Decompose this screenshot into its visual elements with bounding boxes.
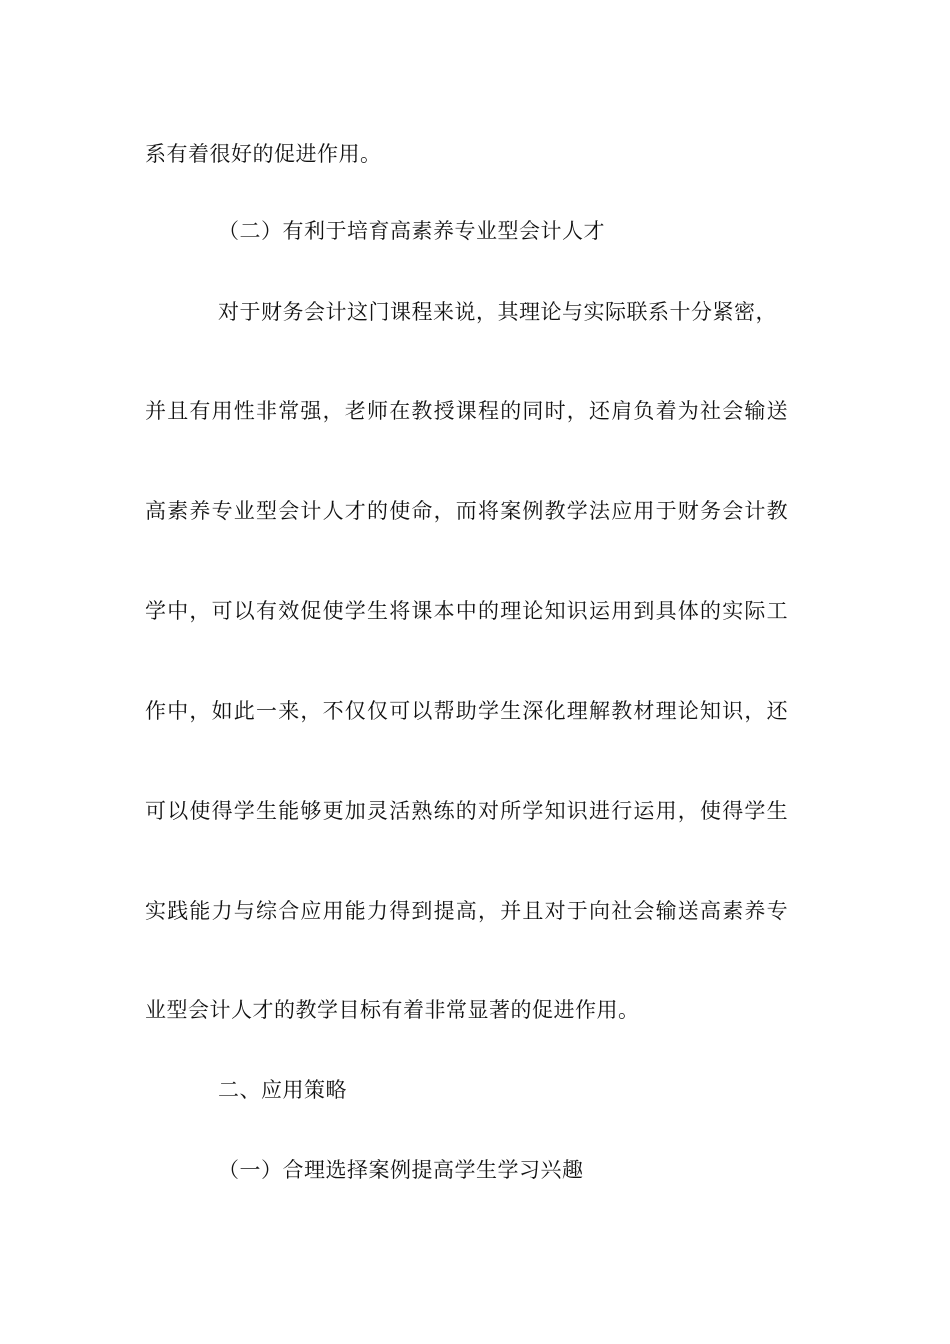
paragraph-line-1: 对于财务会计这门课程来说，其理论与实际联系十分紧密， <box>218 300 777 324</box>
paragraph-line-5: 作中，如此一来，不仅仅可以帮助学生深化理解教材理论知识，还 <box>145 699 789 723</box>
section-heading-2: 二、应用策略 <box>218 1078 347 1102</box>
paragraph-line-4: 学中，可以有效促使学生将课本中的理论知识运用到具体的实际工 <box>145 599 789 623</box>
subheading-2: （二）有利于培育高素养专业型会计人才 <box>218 219 605 243</box>
subheading-1: （一）合理选择案例提高学生学习兴趣 <box>218 1158 584 1182</box>
paragraph-line-8: 业型会计人才的教学目标有着非常显著的促进作用。 <box>145 998 640 1022</box>
paragraph-line-2: 并且有用性非常强，老师在教授课程的同时，还肩负着为社会输送 <box>145 399 789 423</box>
paragraph-line-7: 实践能力与综合应用能力得到提高，并且对于向社会输送高素养专 <box>145 899 789 923</box>
paragraph-continuation: 系有着很好的促进作用。 <box>145 142 382 166</box>
paragraph-line-3: 高素养专业型会计人才的使命，而将案例教学法应用于财务会计教 <box>145 499 789 523</box>
paragraph-line-6: 可以使得学生能够更加灵活熟练的对所学知识进行运用，使得学生 <box>145 799 789 823</box>
